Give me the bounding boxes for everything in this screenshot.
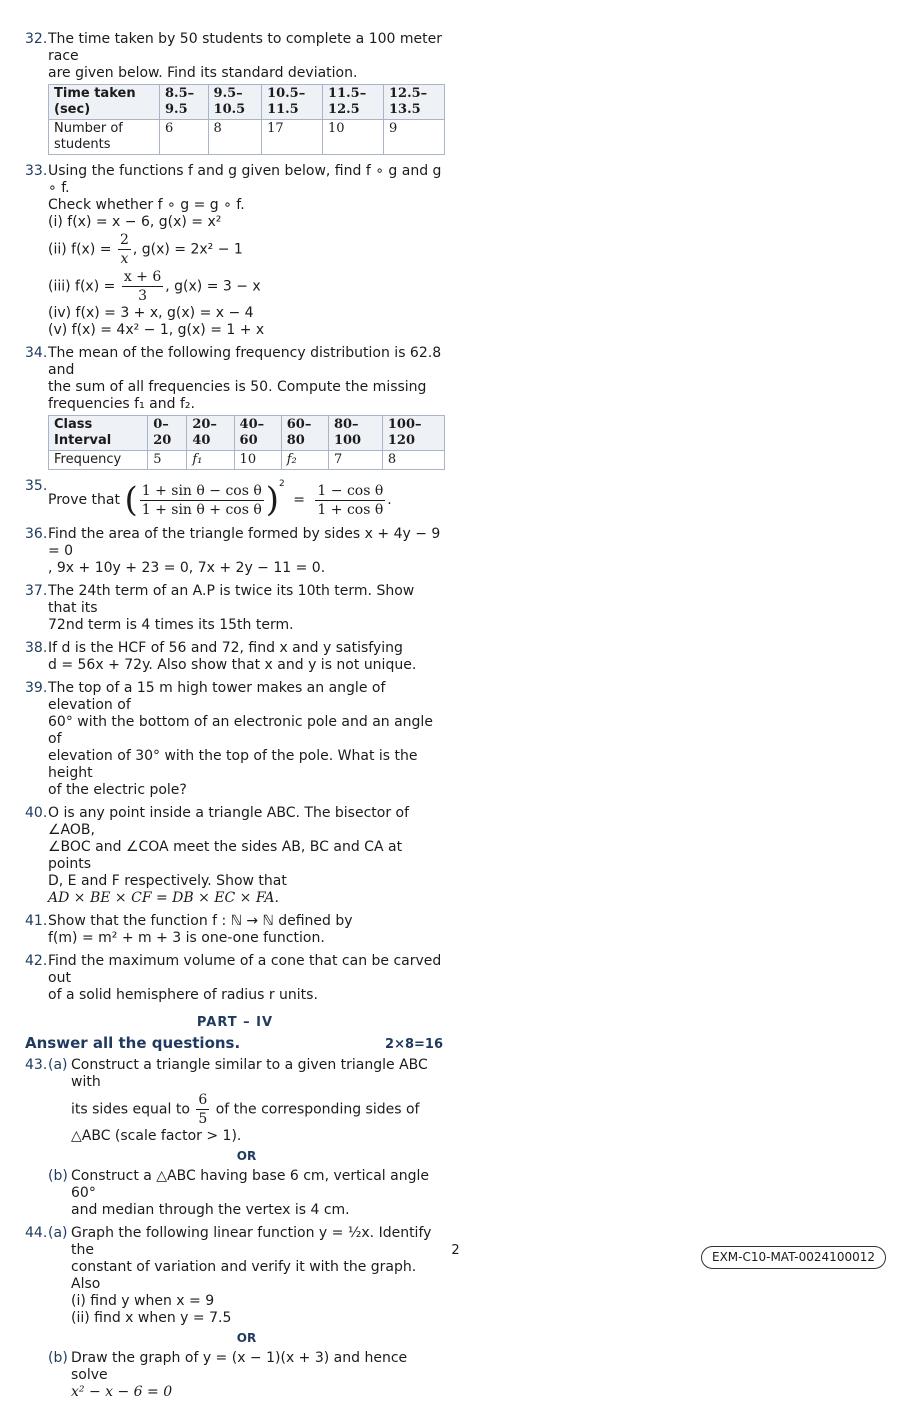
table-cell: 17: [262, 120, 323, 155]
question-text: ∠BOC and ∠COA meet the sides AB, BC and CA at points: [48, 839, 403, 872]
question-text: O is any point inside a triangle ABC. The bisector of ∠AOB,: [48, 805, 410, 838]
table-header-cell: Time taken (sec): [49, 85, 160, 120]
fraction-numerator: 6: [198, 1092, 208, 1108]
option-label: (b): [48, 1350, 68, 1366]
question-number: 40.: [25, 805, 48, 821]
table-cell: 10: [323, 120, 384, 155]
subpart-rest: , g(x) = 2x² − 1: [132, 241, 243, 258]
table-header-cell: 8.5–9.5: [160, 85, 209, 120]
question-text: The 24th term of an A.P is twice its 10th term. Show that its: [48, 583, 415, 616]
exponent: 2: [279, 479, 285, 489]
question-37: [25, 583, 445, 634]
question-text: D, E and F respectively. Show that: [48, 873, 287, 889]
fraction: [118, 231, 131, 268]
fraction-numerator: 2: [119, 232, 129, 248]
subpart-label: (iii) f(x) =: [48, 278, 116, 295]
fraction-numerator: x + 6: [123, 269, 162, 285]
subpart-v: (v) f(x) = 4x² − 1, g(x) = 1 + x: [48, 322, 265, 338]
fraction: [315, 482, 385, 519]
question-text: The top of a 15 m high tower makes an angle of elevation of: [48, 680, 386, 713]
question-text: 72nd term is 4 times its 15th term.: [48, 617, 294, 633]
table-cell: 8: [208, 120, 262, 155]
table-header-cell: 60–80: [281, 416, 328, 451]
question-text: Check whether f ∘ g = g ∘ f.: [48, 197, 245, 213]
question-text: [71, 1091, 445, 1128]
option-label: (a): [48, 1057, 68, 1073]
question-39: [25, 680, 445, 799]
question-text: 60° with the bottom of an electronic pole and an angle of: [48, 714, 433, 747]
question-38: [25, 640, 445, 674]
subpart-iv: (iv) f(x) = 3 + x, g(x) = x − 4: [48, 305, 254, 321]
question-text: Prove that: [48, 492, 120, 508]
table-cell: f₁: [187, 451, 234, 470]
or-divider: OR: [236, 1331, 257, 1345]
equals-sign: =: [293, 492, 305, 508]
question-number: 43.: [25, 1057, 48, 1073]
table-header-cell: 20–40: [187, 416, 234, 451]
question-number: 37.: [25, 583, 48, 599]
question-text-part: its sides equal to: [71, 1101, 190, 1118]
fraction-denominator: 3: [138, 288, 147, 304]
table-cell: 5: [148, 451, 187, 470]
question-text: (ii) find x when y = 7.5: [71, 1310, 232, 1326]
time-taken-table: [48, 84, 445, 155]
table-header-row: [49, 85, 445, 120]
subpart-rest: , g(x) = 3 − x: [165, 278, 261, 295]
fraction-denominator: 5: [198, 1111, 208, 1127]
or-divider: OR: [236, 1149, 257, 1163]
question-text: of a solid hemisphere of radius r units.: [48, 987, 318, 1003]
table-cell: 7: [328, 451, 382, 470]
question-text: Show that the function f : ℕ → ℕ defined by: [48, 913, 353, 929]
question-text: Construct a triangle similar to a given triangle ABC with: [71, 1057, 428, 1090]
table-header-cell: 0–20: [148, 416, 187, 451]
frequency-table: [48, 415, 445, 470]
question-text: , 9x + 10y + 23 = 0, 7x + 2y − 11 = 0.: [48, 560, 326, 576]
question-number: 35.: [25, 478, 48, 494]
table-header-cell: 12.5–13.5: [384, 85, 445, 120]
table-cell: Frequency: [49, 451, 148, 470]
table-row: [49, 451, 445, 470]
question-text: If d is the HCF of 56 and 72, find x and y satisfying: [48, 640, 403, 656]
option-label: (a): [48, 1225, 68, 1241]
question-text: Using the functions f and g given below, find f ∘ g and g ∘ f.: [48, 163, 442, 196]
subpart-i: (i) f(x) = x − 6, g(x) = x²: [48, 214, 222, 230]
part-marks: 2×8=16: [385, 1037, 443, 1052]
question-number: 41.: [25, 913, 48, 929]
question-number: 38.: [25, 640, 48, 656]
question-text: Draw the graph of y = (x − 1)(x + 3) and hence solve: [71, 1350, 408, 1383]
question-number: 32.: [25, 31, 48, 47]
question-number: 36.: [25, 526, 48, 542]
question-40: [25, 805, 445, 907]
question-35: 35. Prove that ( $\frac{\text{1 + sin θ − cos θ}}{\text{1 + sin θ + cos θ}}$ )$^2$ = $\frac{\text{1 − cos θ}}{\text{1 + cos θ}}$ .: [25, 478, 392, 520]
question-number: 33.: [25, 163, 48, 179]
fraction-numerator: 1 + sin θ − cos θ: [141, 482, 262, 499]
question-text-part: of the corresponding sides of: [215, 1101, 420, 1118]
table-cell: 10: [234, 451, 281, 470]
question-text: frequencies f₁ and f₂.: [48, 396, 195, 412]
question-text: the sum of all frequencies is 50. Compute the missing: [48, 379, 427, 395]
question-text: Find the maximum volume of a cone that can be carved out: [48, 953, 442, 986]
table-header-cell: 10.5–11.5: [262, 85, 323, 120]
part-title: PART – IV: [196, 1015, 274, 1030]
option-label: (b): [48, 1168, 68, 1184]
question-text: (i) find y when x = 9: [71, 1293, 215, 1309]
table-row: [49, 120, 445, 155]
fraction: [196, 1091, 209, 1128]
question-36: [25, 526, 445, 577]
question-text: Find the area of the triangle formed by sides x + 4y − 9 = 0: [48, 526, 441, 559]
question-33: [25, 163, 445, 339]
question-text: are given below. Find its standard deviation.: [48, 65, 358, 81]
option-b: [48, 1168, 445, 1219]
table-header-row: [49, 416, 445, 451]
right-paren: ): [265, 480, 280, 520]
table-header-cell: 100–120: [382, 416, 444, 451]
question-text: Construct a △ABC having base 6 cm, vertical angle 60°: [71, 1168, 429, 1201]
question-number: 39.: [25, 680, 48, 696]
question-text: and median through the vertex is 4 cm.: [71, 1202, 350, 1218]
question-41: [25, 913, 445, 947]
fraction-denominator: 1 + cos θ: [317, 501, 384, 518]
part-header: [25, 1035, 445, 1053]
table-cell: 6: [160, 120, 209, 155]
question-34: [25, 345, 445, 472]
fraction-denominator: x: [120, 251, 129, 267]
question-equation: AD × BE × CF = DB × EC × FA.: [48, 890, 279, 906]
table-header-cell: 11.5–12.5: [323, 85, 384, 120]
table-cell: 8: [382, 451, 444, 470]
subpart-label: (ii) f(x) =: [48, 241, 112, 258]
question-text: The time taken by 50 students to complete a 100 meter race: [48, 31, 442, 64]
table-cell: f₂: [281, 451, 328, 470]
question-number: 34.: [25, 345, 48, 361]
question-text: f(m) = m² + m + 3 is one-one function.: [48, 930, 325, 946]
table-header-cell: Class Interval: [49, 416, 148, 451]
table-header-cell: 80–100: [328, 416, 382, 451]
fraction: [122, 268, 163, 305]
table-header-cell: 9.5–10.5: [208, 85, 262, 120]
question-text: elevation of 30° with the top of the pole. What is the height: [48, 748, 418, 781]
exam-code-badge: EXM-C10-MAT-0024100012: [701, 1246, 886, 1269]
question-text: Graph the following linear function y = ½x. Identify the: [71, 1225, 432, 1258]
question-equation: x² − x − 6 = 0: [71, 1384, 173, 1400]
question-43: [25, 1057, 445, 1219]
question-42: [25, 953, 445, 1004]
table-header-cell: 40–60: [234, 416, 281, 451]
question-number: 42.: [25, 953, 48, 969]
question-32: [25, 31, 445, 157]
fraction-numerator: 1 − cos θ: [317, 482, 384, 499]
option-a: [48, 1057, 445, 1145]
fraction-denominator: 1 + sin θ + cos θ: [141, 501, 262, 518]
table-cell: Number of students: [49, 120, 160, 155]
subpart-iii: [48, 268, 445, 305]
question-text: of the electric pole?: [48, 782, 187, 798]
left-paren: (: [124, 480, 138, 520]
subpart-ii: [48, 231, 445, 268]
question-page: [25, 31, 445, 1407]
option-a: [48, 1225, 445, 1327]
table-cell: 9: [384, 120, 445, 155]
fraction: [140, 482, 264, 519]
question-text: △ABC (scale factor > 1).: [71, 1128, 242, 1144]
question-text: d = 56x + 72y. Also show that x and y is not unique.: [48, 657, 417, 673]
option-b: [48, 1350, 445, 1401]
page-number: 2: [451, 1243, 460, 1258]
question-number: 44.: [25, 1225, 48, 1241]
question-text: The mean of the following frequency distribution is 62.8 and: [48, 345, 442, 378]
part-instruction: Answer all the questions.: [25, 1034, 241, 1052]
question-text: constant of variation and verify it with the graph. Also: [71, 1259, 417, 1292]
